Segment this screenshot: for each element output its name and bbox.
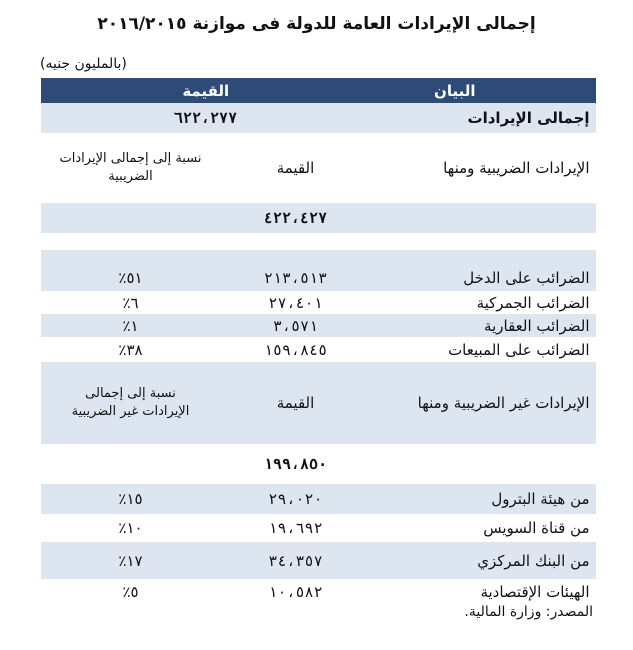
nontax-total-value: ١٩٩،٨٥٠ — [221, 444, 371, 484]
row-label: الهيئات الإقتصادية — [371, 579, 596, 604]
tax-total-value: ٤٢٢،٤٢٧ — [221, 203, 371, 233]
header-item: البيان — [371, 78, 596, 103]
total-row — [41, 103, 596, 133]
row-share: ١٪ — [41, 314, 221, 337]
row-value: ١٥٩،٨٤٥ — [221, 337, 371, 362]
total-label: إجمالى الإيرادات — [371, 103, 596, 133]
table-row — [41, 514, 596, 542]
table-row — [41, 314, 596, 337]
row-share: ٥٪ — [41, 579, 221, 604]
row-label: الضرائب على الدخل — [371, 250, 596, 291]
row-share: ٥١٪ — [41, 250, 221, 291]
nontax-header-row — [41, 362, 596, 444]
empty-cell — [41, 203, 221, 233]
table-row — [41, 579, 596, 604]
row-value: ٢١٣،٥١٣ — [221, 250, 371, 291]
row-label: الضرائب الجمركية — [371, 291, 596, 314]
row-label: من البنك المركزي — [371, 542, 596, 579]
row-share: ١٥٪ — [41, 484, 221, 514]
revenue-table — [40, 78, 596, 604]
table-row — [41, 542, 596, 579]
nontax-value-header: القيمة — [221, 362, 371, 444]
unit-note: (بالمليون جنيه) — [40, 56, 127, 72]
table-row — [41, 337, 596, 362]
source-note: المصدر: وزارة المالية. — [464, 604, 593, 620]
row-share: ١٧٪ — [41, 542, 221, 579]
row-value: ٣٤،٣٥٧ — [221, 542, 371, 579]
spacer-row — [41, 233, 596, 250]
header-row — [41, 78, 596, 103]
table-title: إجمالى الإيرادات العامة للدولة فى موازنة ٢٠١٦/٢٠١٥ — [97, 14, 536, 34]
table-row — [41, 250, 596, 291]
nontax-total-row — [41, 444, 596, 484]
row-share: ٣٨٪ — [41, 337, 221, 362]
table-row — [41, 291, 596, 314]
row-value: ١٩،٦٩٢ — [221, 514, 371, 542]
row-share: ٦٪ — [41, 291, 221, 314]
spacer-cell — [41, 233, 596, 250]
row-value: ٣،٥٧١ — [221, 314, 371, 337]
empty-cell — [41, 444, 221, 484]
tax-section-label: الإيرادات الضريبية ومنها — [371, 133, 596, 203]
nontax-share-header: نسبة إلى إجمالى الإيرادات غير الضريبية — [41, 362, 221, 444]
row-label: من قناة السويس — [371, 514, 596, 542]
nontax-section-label: الإيرادات غير الضريبية ومنها — [371, 362, 596, 444]
row-value: ٢٩،٠٢٠ — [221, 484, 371, 514]
row-label: الضرائب العقارية — [371, 314, 596, 337]
row-value: ١٠،٥٨٢ — [221, 579, 371, 604]
row-label: الضرائب على المبيعات — [371, 337, 596, 362]
row-label: من هيئة البترول — [371, 484, 596, 514]
tax-value-header: القيمة — [221, 133, 371, 203]
tax-header-row — [41, 133, 596, 203]
row-share: ١٠٪ — [41, 514, 221, 542]
table-row — [41, 484, 596, 514]
empty-cell — [371, 203, 596, 233]
row-value: ٢٧،٤٠١ — [221, 291, 371, 314]
tax-total-row — [41, 203, 596, 233]
empty-cell — [371, 444, 596, 484]
header-value: القيمة — [41, 78, 371, 103]
tax-share-header: نسبة إلى إجمالى الإيرادات الضريبية — [41, 133, 221, 203]
total-value: ٦٢٢،٢٧٧ — [41, 103, 371, 133]
